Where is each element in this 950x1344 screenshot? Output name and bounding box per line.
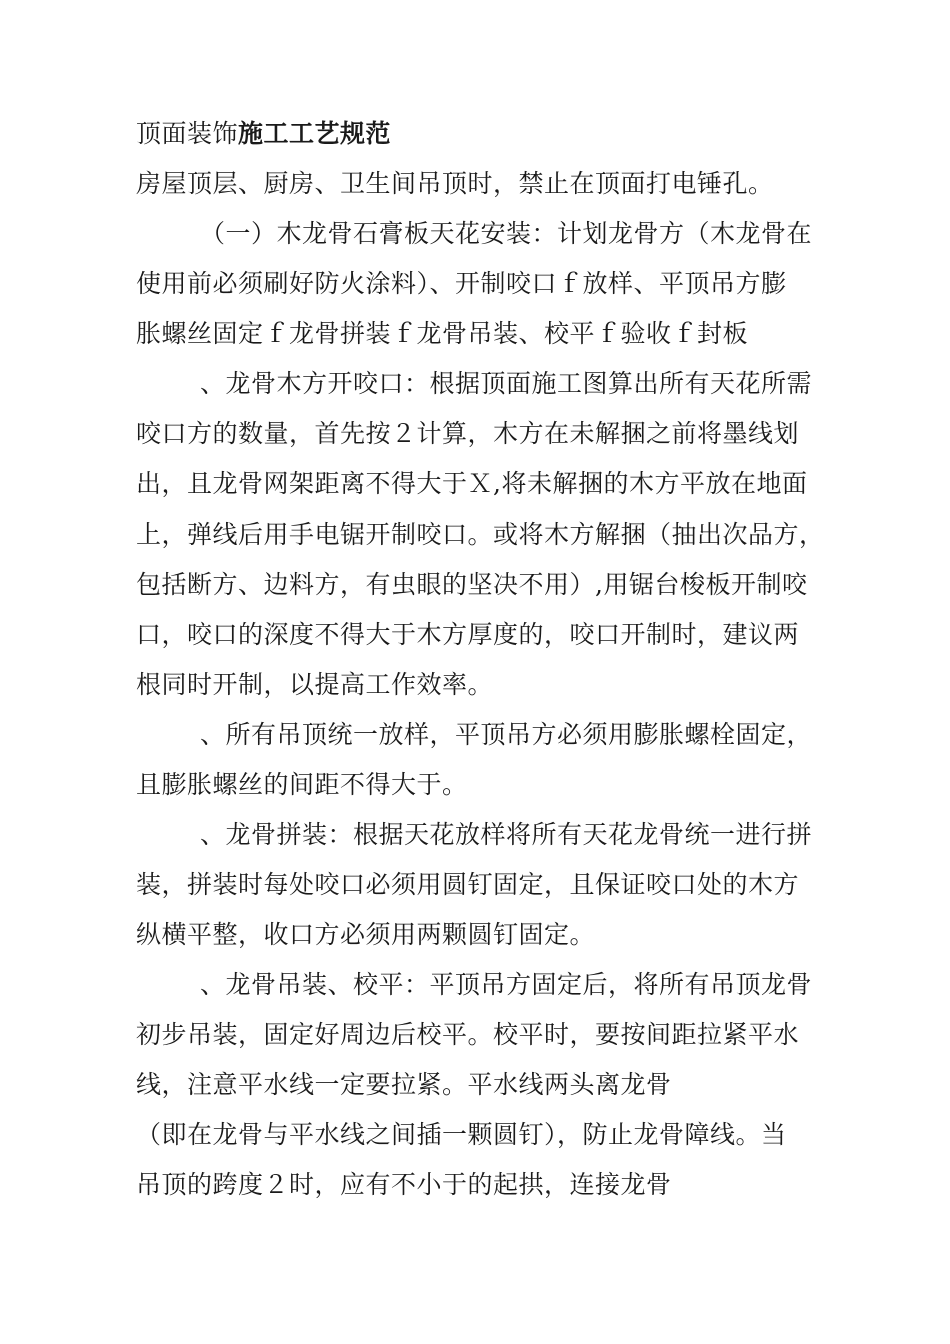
text-line: 房屋顶层、厨房、卫生间吊顶时，禁止在顶面打电锤孔。	[136, 169, 774, 198]
text-line: 上，弹线后用手电锯开制咬口。或将木方解捆（抽出次品方，	[136, 520, 825, 549]
text-line: 、所有吊顶统一放样，平顶吊方必须用膨胀螺栓固定，	[200, 720, 813, 749]
text-line: 胀螺丝固定ｆ龙骨拼装ｆ龙骨吊装、校平ｆ验收ｆ封板	[136, 319, 749, 348]
text-line: 吊顶的跨度２时，应有不小于的起拱，连接龙骨	[136, 1170, 672, 1199]
text-line: 包括断方、边料方，有虫眼的坚决不用）,用锯台梭板开制咬	[136, 570, 808, 599]
text-line: 初步吊装，固定好周边后校平。校平时，要按间距拉紧平水	[136, 1020, 800, 1049]
text-line: 装，拼装时每处咬口必须用圆钉固定，且保证咬口处的木方	[136, 870, 800, 899]
text-line: 线，注意平水线一定要拉紧。平水线两头离龙骨	[136, 1070, 672, 1099]
text-line: 且膨胀螺丝的间距不得大于。	[136, 770, 468, 799]
text-line: 使用前必须刷好防火涂料）、开制咬口ｆ放样、平顶吊方膨	[136, 269, 787, 298]
title-bold-part: 施工工艺规范	[238, 119, 392, 148]
text-line: （即在龙骨与平水线之间插一颗圆钉），防止龙骨障线。当	[136, 1120, 787, 1149]
text-line: 、龙骨拼装：根据天花放样将所有天花龙骨统一进行拼	[200, 820, 813, 849]
text-line: 口，咬口的深度不得大于木方厚度的，咬口开制时，建议两	[136, 620, 800, 649]
title-plain-part: 顶面装饰	[136, 119, 239, 148]
text-line: 根同时开制，以提高工作效率。	[136, 670, 494, 699]
text-line: 、龙骨吊装、校平：平顶吊方固定后，将所有吊顶龙骨	[200, 970, 813, 999]
text-line: 咬口方的数量，首先按２计算，木方在未解捆之前将墨线划	[136, 419, 800, 448]
text-line: 纵横平整，收口方必须用两颗圆钉固定。	[136, 920, 596, 949]
page-title	[136, 116, 391, 152]
text-line: 出，且龙骨网架距离不得大于Ｘ,将未解捆的木方平放在地面	[136, 469, 808, 498]
text-line: （一）木龙骨石膏板天花安装：计划龙骨方（木龙骨在	[200, 219, 813, 248]
text-line: 、龙骨木方开咬口：根据顶面施工图算出所有天花所需	[200, 369, 813, 398]
